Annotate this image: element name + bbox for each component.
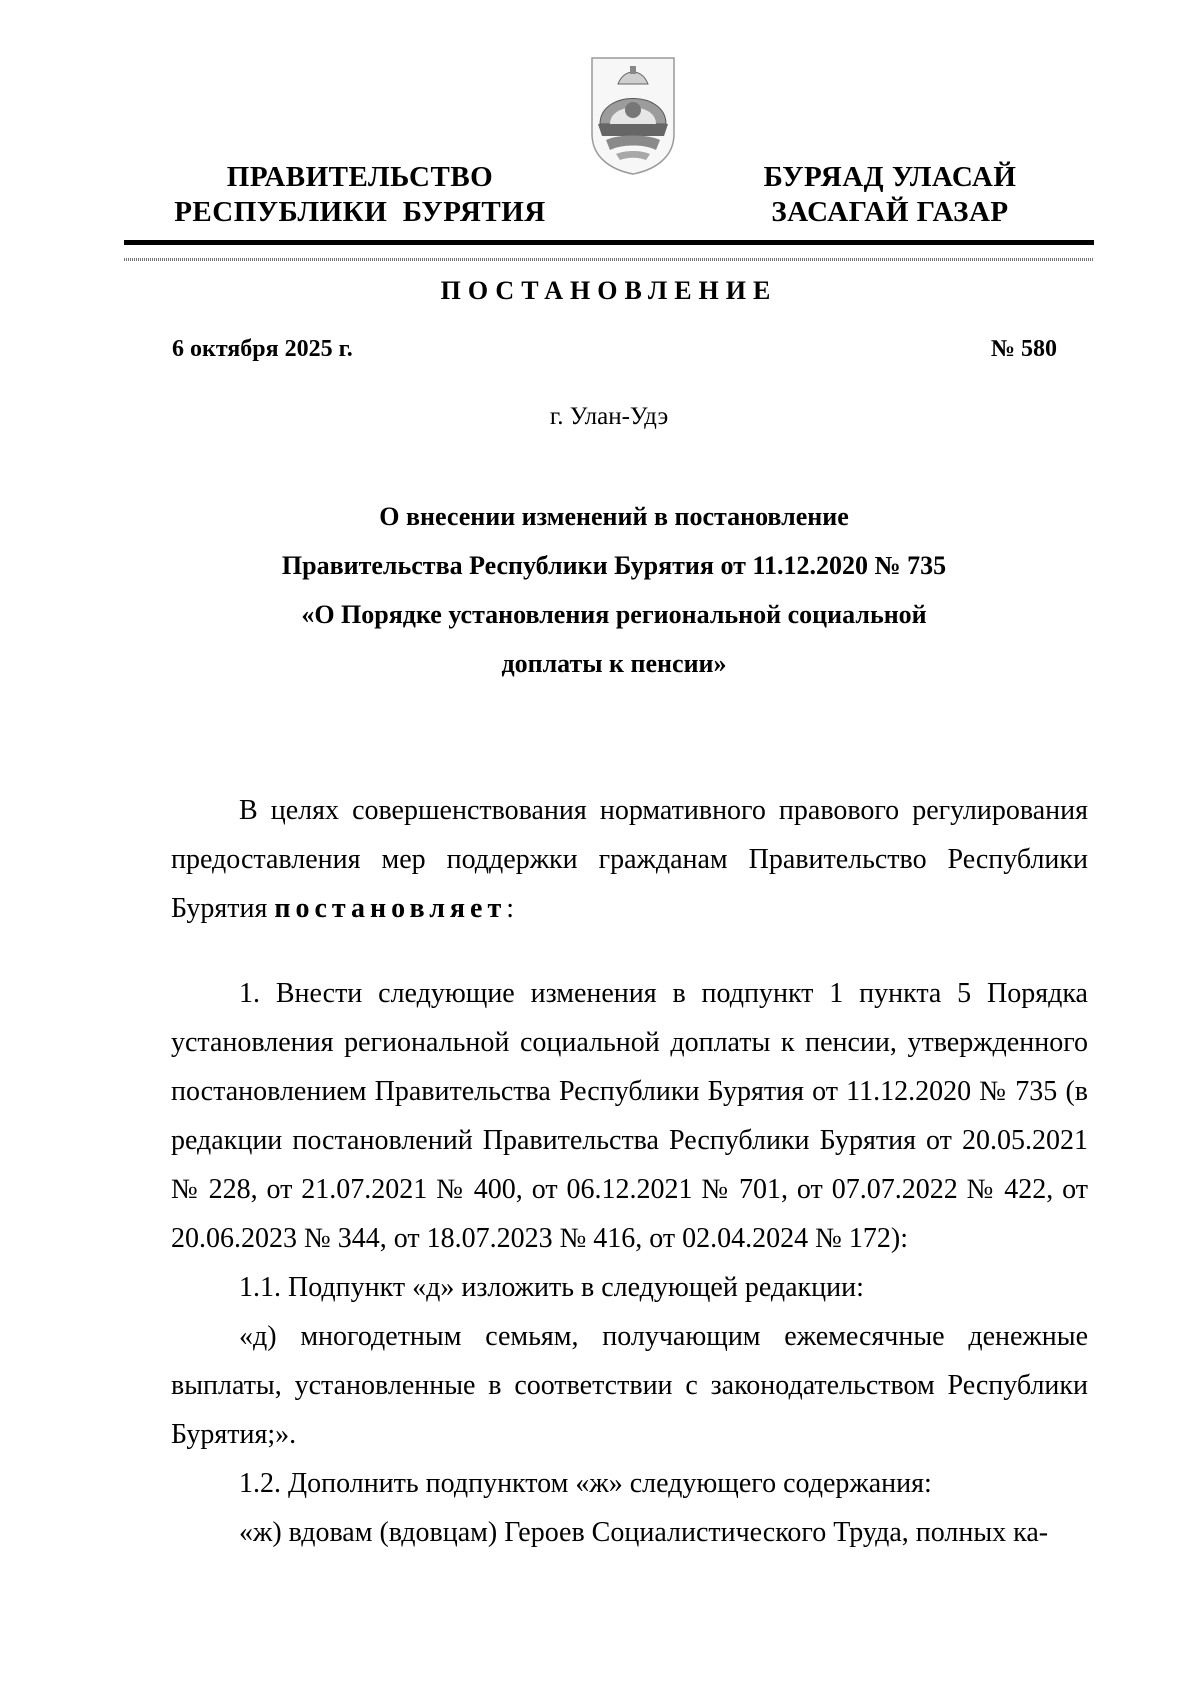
left-org-line-1: ПРАВИТЕЛЬСТВО (226, 161, 494, 193)
document-subject (124, 492, 1104, 688)
decree-word: постановляет (274, 893, 507, 924)
paragraph-1-1-text: «д) многодетным семьям, получающим ежемесячные денежные выплаты, установленные в соответствии с законодательством Республики Бурятия;». (171, 1321, 1088, 1450)
document-date: 6 октября 2025 г. (172, 336, 353, 362)
body-text (171, 969, 1088, 1557)
left-organization-name (170, 160, 550, 230)
paragraph-1-1: 1.1. Подпункт «д» изложить в следующей редакции: (239, 1272, 864, 1303)
header-divider-thin (124, 258, 1094, 261)
paragraph-1: 1. Внести следующие изменения в подпункт 1 пункта 5 Порядка установления региональной социальной доплаты к пенсии, утвержденного постановлением Правительства Республики Бурятия от 11.12.2020 № 735 (в редакции постановлений Правительства Республики Бурятия от 20.05.2021 № 228, от 21.07.2021 № 400, от 06.12.2021 № 701, от 07.07.2022 № 422, от 20.06.2023 № 344, от 18.07.2023 № 416, от 02.04.2024 № 172): (171, 978, 1088, 1254)
subject-line-4: доплаты к пенсии» (501, 649, 727, 678)
document-type-title: ПОСТАНОВЛЕНИЕ (440, 276, 778, 305)
paragraph-1-2: 1.2. Дополнить подпунктом «ж» следующего содержания: (239, 1468, 932, 1499)
subject-line-2: Правительства Республики Бурятия от 11.12.2020 № 735 (281, 551, 947, 580)
coat-of-arms-icon (588, 54, 678, 176)
header-divider-thick (124, 240, 1094, 245)
subject-line-1: О внесении изменений в постановление (379, 502, 849, 531)
right-organization-name (740, 160, 1040, 230)
right-org-line-1: БУРЯАД УЛАСАЙ (763, 161, 1017, 193)
subject-line-3: «О Порядке установления региональной социальной (301, 600, 927, 629)
paragraph-1-2-text: «ж) вдовам (вдовцам) Героев Социалистического Труда, полных ка- (239, 1517, 1049, 1548)
preamble-suffix: : (506, 893, 515, 924)
preamble-block (171, 786, 1088, 933)
left-org-line-2: РЕСПУБЛИКИ БУРЯТИЯ (174, 196, 546, 228)
preamble-text: В целях совершенствования нормативного правового регулирования предоставления мер поддержки гражданам Правительство Республики Бурятия (171, 795, 1088, 924)
right-org-line-2: ЗАСАГАЙ ГАЗАР (771, 196, 1009, 228)
document-city: г. Улан-Удэ (549, 403, 669, 430)
document-number: № 580 (990, 336, 1057, 362)
preamble-paragraph (171, 786, 1088, 933)
